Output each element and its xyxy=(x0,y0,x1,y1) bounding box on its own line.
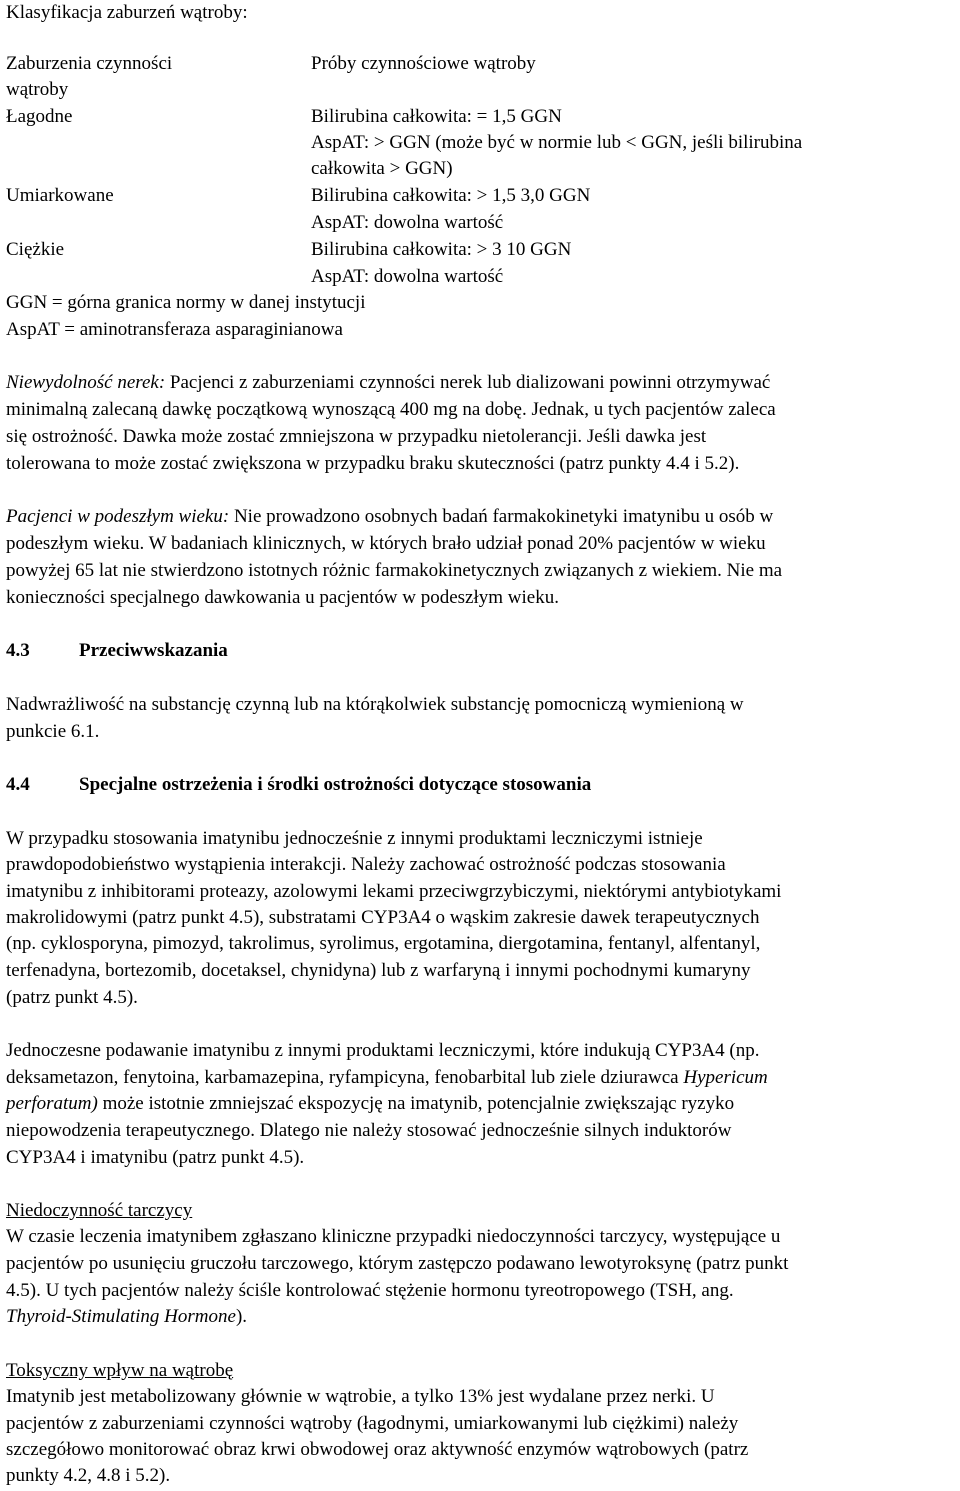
thyroid-tsh-expansion: Thyroid-Stimulating Hormone xyxy=(6,1306,236,1327)
renal-text: Pacjenci z zaburzeniami czynności nerek lub dializowani powinni otrzymywać xyxy=(165,372,771,393)
elderly-label: Pacjenci w podeszłym wieku: xyxy=(6,506,230,527)
table-header-col1: Zaburzenia czynności xyxy=(6,53,173,74)
liver-line-2: pacjentów z zaburzeniami czynności wątroby (łagodnymi, umiarkowanymi lub ciężkimi) należy xyxy=(6,1413,739,1434)
elderly-line-3: powyżej 65 lat nie stwierdzono istotnych różnic farmakokinetycznych związanych z wiekiem. Nie ma xyxy=(6,560,783,581)
thyroid-line-3: 4.5). U tych pacjentów należy ściśle kontrolować stężenie hormonu tyreotropowego (TSH, ang. xyxy=(6,1280,734,1301)
liver-line-4: punkty 4.2, 4.8 i 5.2). xyxy=(6,1465,171,1486)
grade-mild: Łagodne xyxy=(6,106,73,127)
inducers-line-3-text: może istotnie zmniejszać ekspozycję na imatynib, potencjalnie zwiększając ryzyko xyxy=(97,1093,735,1114)
inducers-hypericum: Hypericum xyxy=(683,1067,768,1088)
elderly-line-4: konieczności specjalnego dawkowania u pacjentów w podeszłym wieku. xyxy=(6,587,559,608)
moderate-aspat: AspAT: dowolna wartość xyxy=(311,212,504,233)
section-4-3-number: 4.3 xyxy=(6,640,30,661)
section-4-3-title: Przeciwwskazania xyxy=(79,640,228,661)
elderly-line-2: podeszłym wieku. W badaniach klinicznych, w których brało udział ponad 20% pacjentów w wieku xyxy=(6,533,766,554)
mild-aspat-cont: całkowita > GGN) xyxy=(311,158,453,179)
inducers-line-5: CYP3A4 i imatynibu (patrz punkt 4.5). xyxy=(6,1147,305,1168)
footnote-aspat: AspAT = aminotransferaza asparaginianowa xyxy=(6,319,343,340)
inducers-line-2 xyxy=(6,1065,768,1091)
contraindications-line-2: punkcie 6.1. xyxy=(6,721,100,742)
interactions-line-7: (patrz punkt 4.5). xyxy=(6,987,138,1008)
inducers-perforatum: perforatum) xyxy=(6,1093,98,1114)
inducers-line-1: Jednoczesne podawanie imatynibu z innymi produktami leczniczymi, które indukują CYP3A4 (np. xyxy=(6,1040,760,1061)
section-4-4-number: 4.4 xyxy=(6,774,30,795)
grade-moderate: Umiarkowane xyxy=(6,185,114,206)
elderly-line-1 xyxy=(6,504,773,530)
interactions-line-1: W przypadku stosowania imatynibu jednocześnie z innymi produktami leczniczymi istnieje xyxy=(6,828,703,849)
interactions-line-2: prawdopodobieństwo wystąpienia interakcji. Należy zachować ostrożność podczas stosowania xyxy=(6,854,726,875)
severe-aspat: AspAT: dowolna wartość xyxy=(311,266,504,287)
footnote-ggn: GGN = górna granica normy w danej instytucji xyxy=(6,292,366,313)
moderate-bilirubin: Bilirubina całkowita: > 1,5 3,0 GGN xyxy=(311,185,591,206)
table-header-col2: Próby czynnościowe wątroby xyxy=(311,53,536,74)
inducers-line-2-text: deksametazon, fenytoina, karbamazepina, ryfampicyna, fenobarbital lub ziele dziurawca xyxy=(6,1067,684,1088)
classification-title: Klasyfikacja zaburzeń wątroby: xyxy=(6,2,248,23)
elderly-text: Nie prowadzono osobnych badań farmakokinetyki imatynibu u osób w xyxy=(229,506,774,527)
renal-line-1 xyxy=(6,370,770,396)
renal-label: Niewydolność nerek: xyxy=(6,372,166,393)
renal-line-2: minimalną zalecaną dawkę początkową wynoszącą 400 mg na dobę. Jednak, u tych pacjentów zaleca xyxy=(6,399,776,420)
grade-severe: Ciężkie xyxy=(6,239,65,260)
contraindications-line-1: Nadwrażliwość na substancję czynną lub na którąkolwiek substancję pomocniczą wymienioną w xyxy=(6,694,744,715)
table-header-col1-cont: wątroby xyxy=(6,79,69,100)
renal-line-3: się ostrożność. Dawka może zostać zmniejszona w przypadku nietolerancji. Jeśli dawka jest xyxy=(6,426,707,447)
renal-line-4: tolerowana to może zostać zwiększona w przypadku braku skuteczności (patrz punkty 4.4 i 5.2). xyxy=(6,453,740,474)
severe-bilirubin: Bilirubina całkowita: > 3 10 GGN xyxy=(311,239,572,260)
thyroid-heading: Niedoczynność tarczycy xyxy=(6,1200,193,1221)
section-4-4-title: Specjalne ostrzeżenia i środki ostrożności dotyczące stosowania xyxy=(79,774,592,795)
thyroid-line-2: pacjentów po usunięciu gruczołu tarczowego, którym zastępczo podawano lewotyroksynę (patrz punkt xyxy=(6,1253,789,1274)
inducers-line-4: niepowodzenia terapeutycznego. Dlatego nie należy stosować jednocześnie silnych induktorów xyxy=(6,1120,732,1141)
thyroid-line-4-tail: ). xyxy=(235,1306,248,1327)
thyroid-line-4 xyxy=(6,1304,247,1330)
inducers-line-3 xyxy=(6,1091,734,1117)
thyroid-line-1: W czasie leczenia imatynibem zgłaszano kliniczne przypadki niedoczynności tarczycy, występujące u xyxy=(6,1226,781,1247)
interactions-line-5: (np. cyklosporyna, pimozyd, takrolimus, syrolimus, ergotamina, diergotamina, fentanyl, alfentanyl, xyxy=(6,933,761,954)
interactions-line-3: imatynibu z inhibitorami proteazy, azolowymi lekami przeciwgrzybiczymi, niektórymi antybiotykami xyxy=(6,881,782,902)
liver-line-1: Imatynib jest metabolizowany głównie w wątrobie, a tylko 13% jest wydalane przez nerki. U xyxy=(6,1386,715,1407)
interactions-line-4: makrolidowymi (patrz punkt 4.5), substratami CYP3A4 o wąskim zakresie dawek terapeutycznych xyxy=(6,907,760,928)
mild-bilirubin: Bilirubina całkowita: = 1,5 GGN xyxy=(311,106,562,127)
interactions-line-6: terfenadyna, bortezomib, docetaksel, chynidyna) lub z warfaryną i innymi pochodnymi kumaryny xyxy=(6,960,751,981)
mild-aspat: AspAT: > GGN (może być w normie lub < GGN, jeśli bilirubina xyxy=(311,132,803,153)
liver-line-3: szczegółowo monitorować obraz krwi obwodowej oraz aktywność enzymów wątrobowych (patrz xyxy=(6,1439,749,1460)
liver-heading: Toksyczny wpływ na wątrobę xyxy=(6,1360,234,1381)
